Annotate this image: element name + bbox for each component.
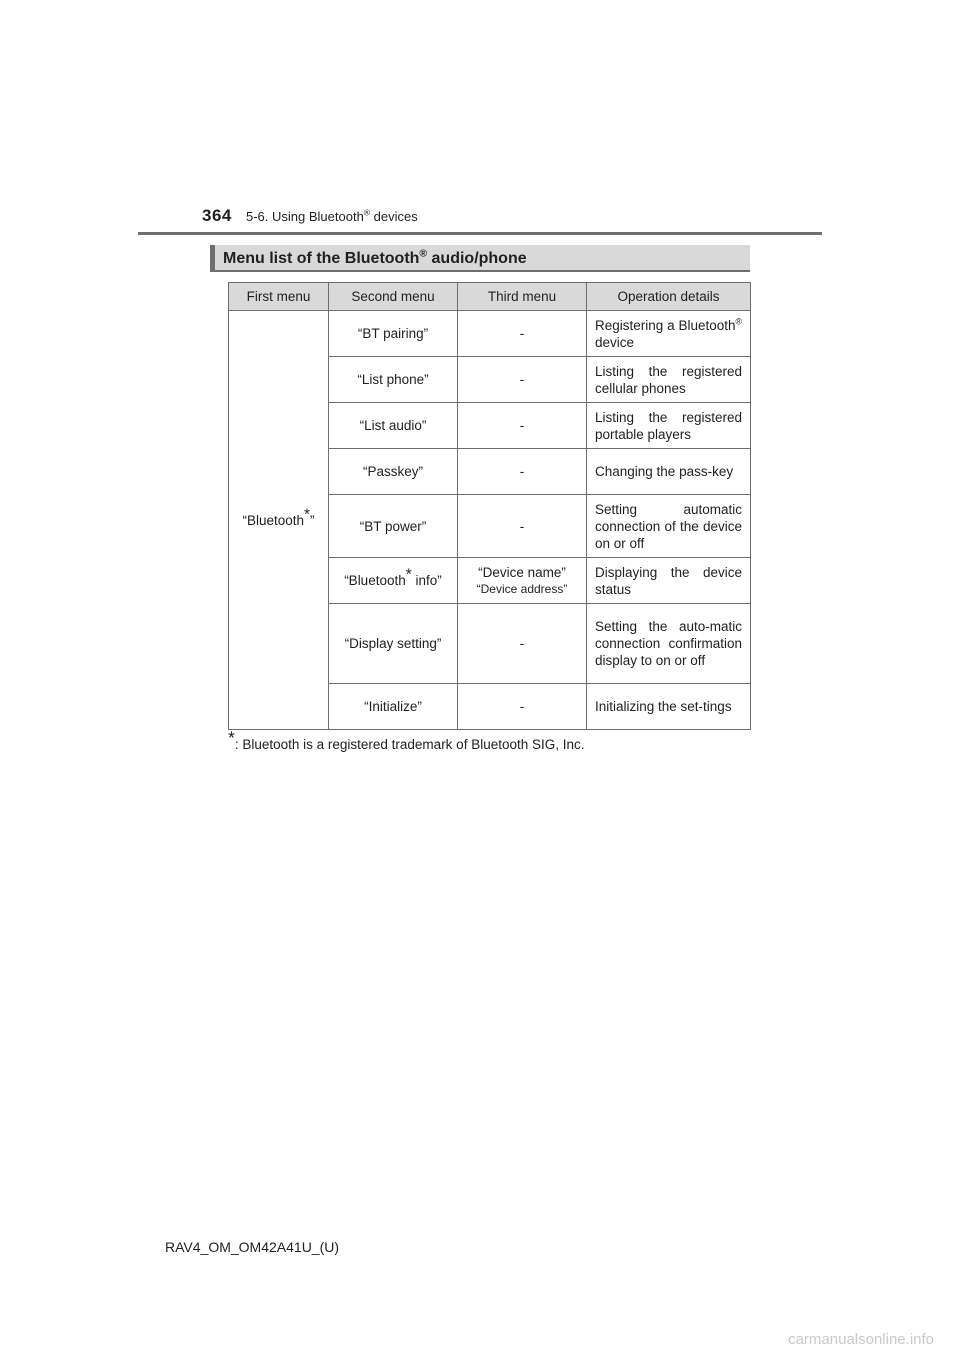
third-menu-cell: - — [458, 403, 587, 449]
footnote: *: Bluetooth is a registered trademark of Bluetooth SIG, Inc. — [228, 727, 585, 752]
second-menu-cell: “BT pairing” — [329, 311, 458, 357]
page-number: 364 — [202, 206, 232, 225]
column-header-operation-details: Operation details — [587, 283, 751, 311]
menu-list-table — [228, 282, 751, 730]
operation-details-cell: Displaying the device status — [587, 558, 751, 604]
second-menu-cell: “List audio” — [329, 403, 458, 449]
third-menu-cell: - — [458, 357, 587, 403]
first-menu-cell: “Bluetooth*” — [229, 311, 329, 730]
table-row — [229, 311, 751, 357]
third-menu-cell: - — [458, 495, 587, 558]
second-menu-cell: “List phone” — [329, 357, 458, 403]
registered-mark: ® — [735, 316, 742, 326]
second-menu-cell: “BT power” — [329, 495, 458, 558]
table-header-row — [229, 283, 751, 311]
asterisk-mark: * — [405, 566, 412, 584]
column-header-first-menu: First menu — [229, 283, 329, 311]
operation-details-cell: Initializing the set-tings — [587, 684, 751, 730]
asterisk-mark: * — [304, 506, 311, 523]
operation-details-cell: Registering a Bluetooth® device — [587, 311, 751, 357]
document-id: RAV4_OM_OM42A41U_(U) — [165, 1239, 340, 1255]
operation-details-cell: Listing the registered cellular phones — [587, 357, 751, 403]
section-title: 5-6. Using Bluetooth® devices — [246, 207, 418, 224]
third-menu-cell: - — [458, 449, 587, 495]
operation-details-cell: Setting automatic connection of the device on or off — [587, 495, 751, 558]
third-menu-cell: - — [458, 684, 587, 730]
column-header-second-menu: Second menu — [329, 283, 458, 311]
watermark: carmanualsonline.info — [788, 1331, 934, 1348]
header-divider — [138, 232, 822, 235]
third-menu-cell: - — [458, 604, 587, 684]
registered-mark: ® — [363, 207, 371, 218]
column-header-third-menu: Third menu — [458, 283, 587, 311]
operation-details-cell: Listing the registered portable players — [587, 403, 751, 449]
menu-list-heading: Menu list of the Bluetooth® audio/phone — [210, 245, 750, 272]
third-menu-cell: - — [458, 311, 587, 357]
operation-details-cell: Setting the auto-matic connection confirmation display to on or off — [587, 604, 751, 684]
operation-details-cell: Changing the pass-key — [587, 449, 751, 495]
second-menu-cell: “Bluetooth* info” — [329, 558, 458, 604]
registered-mark: ® — [419, 248, 428, 260]
third-menu-cell: “Device name” “Device address” — [458, 558, 587, 604]
second-menu-cell: “Initialize” — [329, 684, 458, 730]
second-menu-cell: “Display setting” — [329, 604, 458, 684]
second-menu-cell: “Passkey” — [329, 449, 458, 495]
asterisk-mark: * — [228, 727, 235, 748]
